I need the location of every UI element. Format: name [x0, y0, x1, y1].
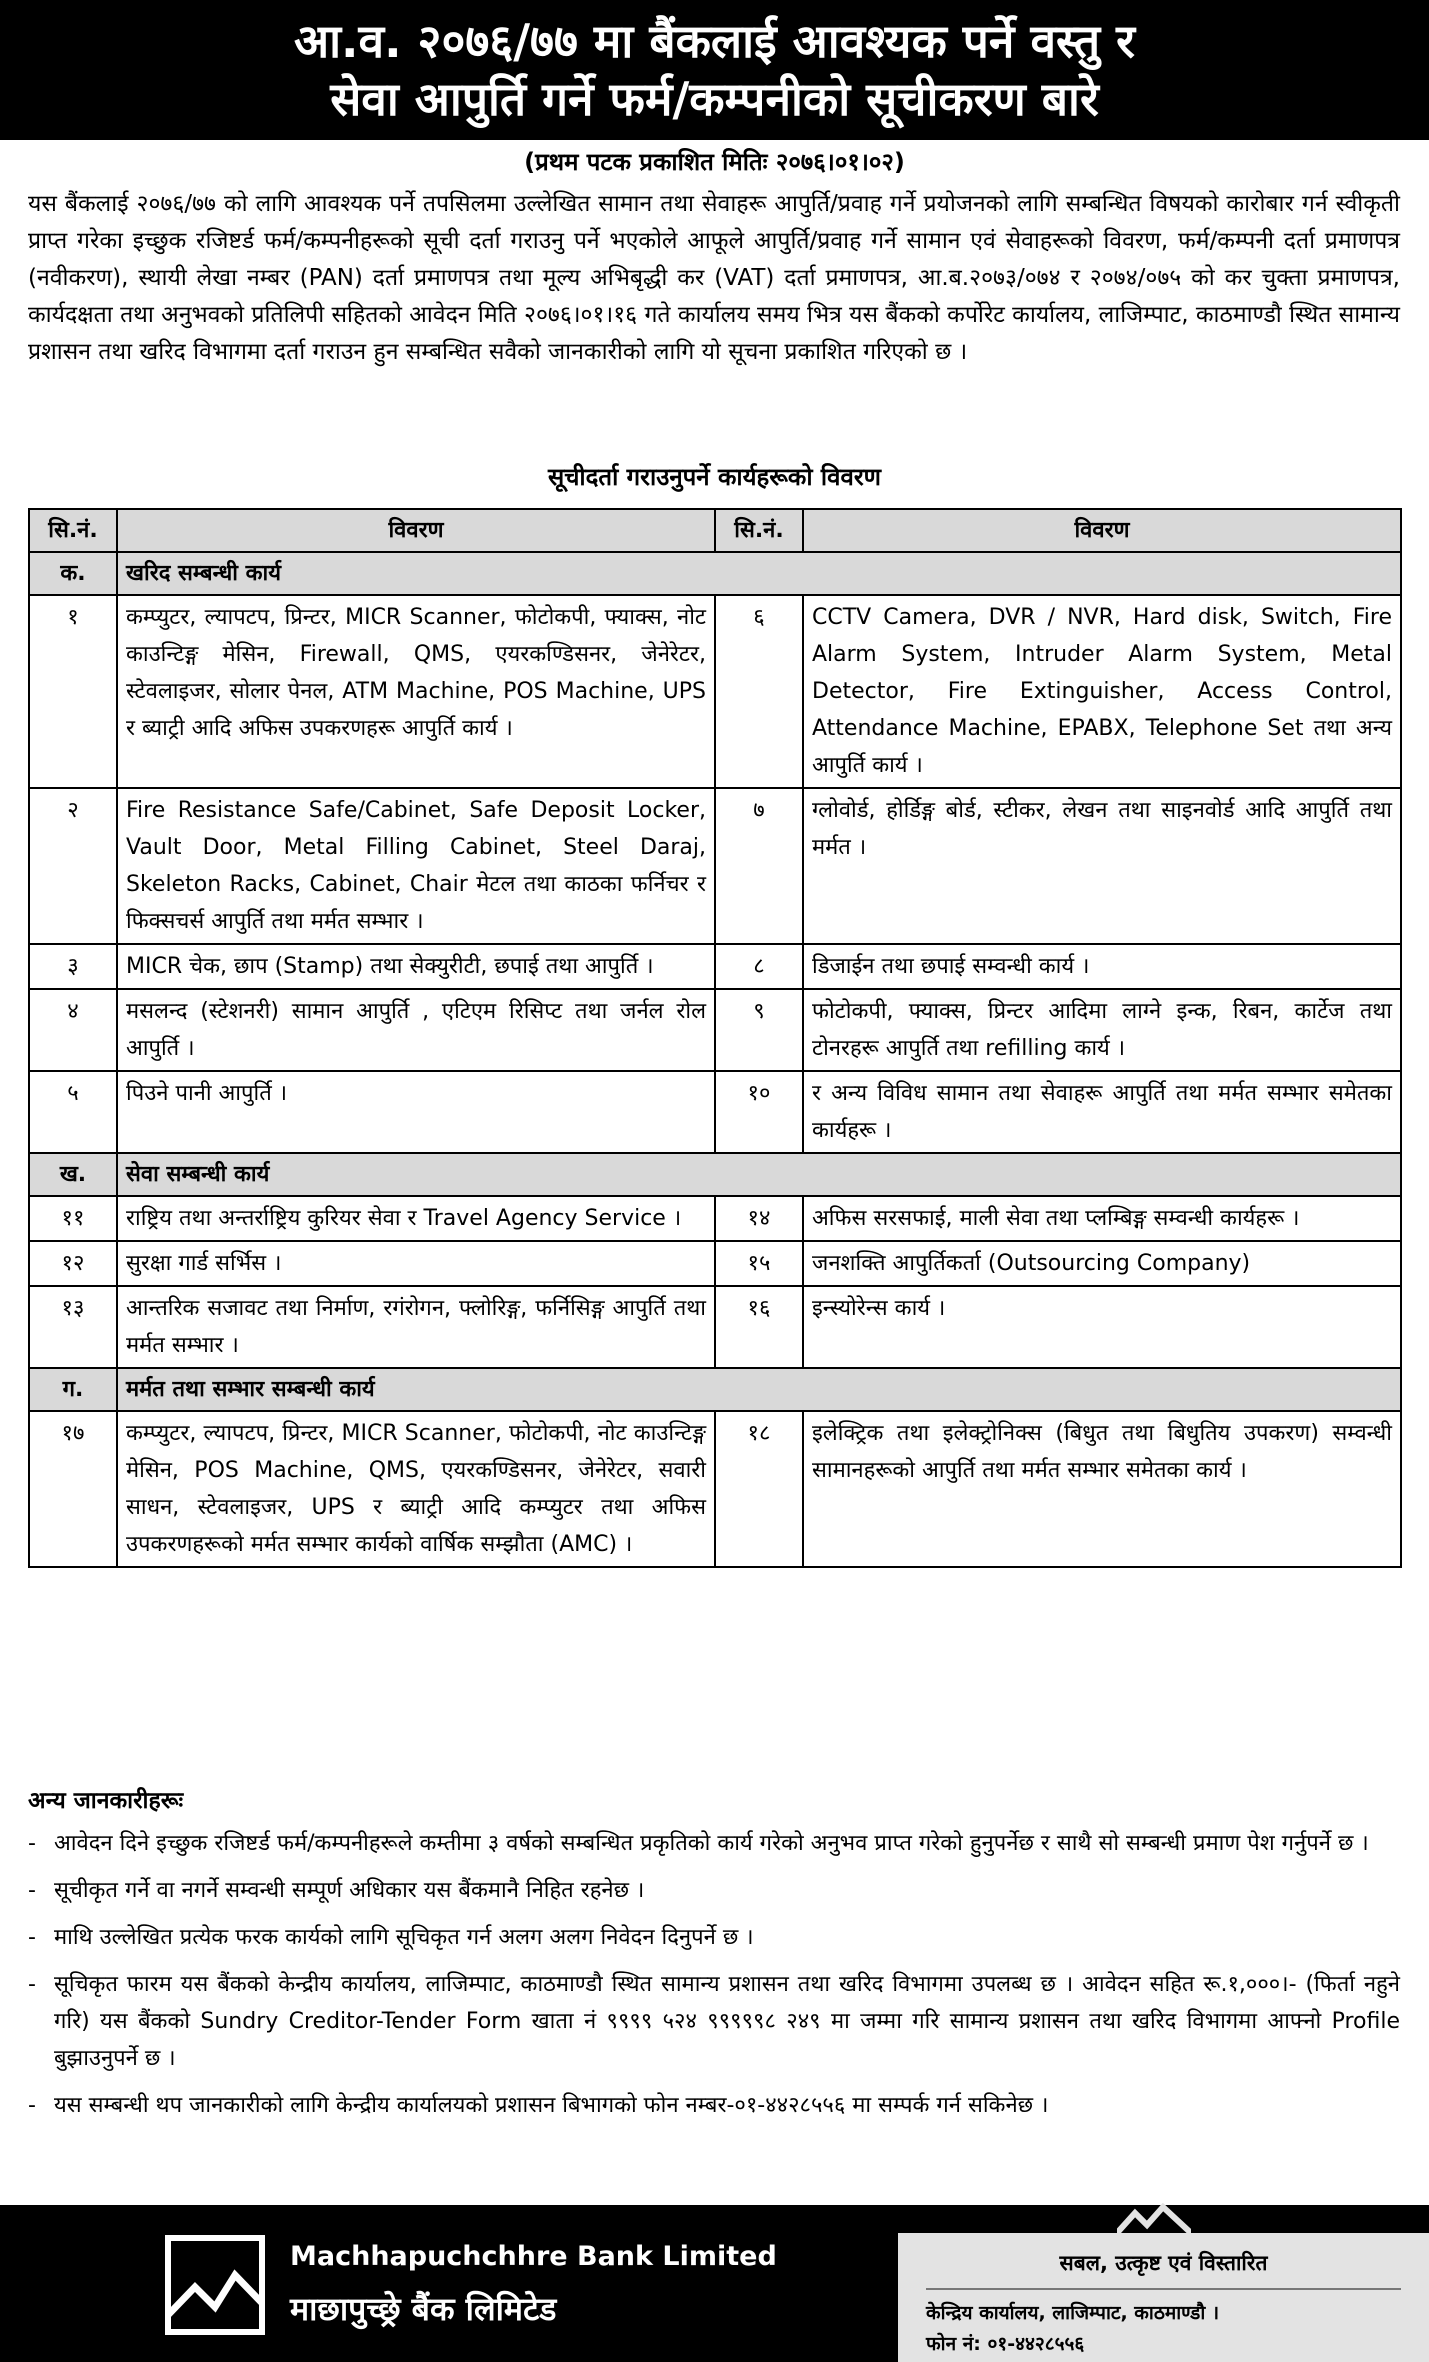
- mountain-peak-icon: [1117, 2203, 1191, 2235]
- header-sn-left: सि.नं.: [29, 509, 117, 552]
- row-desc: ग्लोवोर्ड, होर्डिङ्ग बोर्ड, स्टीकर, लेखन तथा साइनवोर्ड आदि आपुर्ति तथा मर्मत ।: [803, 788, 1401, 944]
- notice-header: [0, 0, 1429, 140]
- row-sn: २: [29, 788, 117, 944]
- table-row: [29, 1071, 1401, 1153]
- row-sn: १०: [715, 1071, 803, 1153]
- row-desc: CCTV Camera, DVR / NVR, Hard disk, Switch, Fire Alarm System, Intruder Alarm System, Metal Detector, Fire Extinguisher, Access Control, Attendance Machine, EPABX, Telephone Set तथा अन्य आपुर्ति कार्य ।: [803, 595, 1401, 788]
- row-desc: र अन्य विविध सामान तथा सेवाहरू आपुर्ति तथा मर्मत सम्भार समेतका कार्यहरू ।: [803, 1071, 1401, 1153]
- row-desc: इन्स्योरेन्स कार्य ।: [803, 1286, 1401, 1368]
- table-row: [29, 595, 1401, 788]
- row-desc: Fire Resistance Safe/Cabinet, Safe Deposit Locker, Vault Door, Metal Filling Cabinet, Steel Daraj, Skeleton Racks, Cabinet, Chair मेटल तथा काठका फर्निचर र फिक्सचर्स आपुर्ति तथा मर्मत सम्भार ।: [117, 788, 715, 944]
- bank-name-english: Machhapuchchhre Bank Limited: [290, 2241, 777, 2272]
- table-header-row: [29, 509, 1401, 552]
- list-item: - माथि उल्लेखित प्रत्येक फरक कार्यको लागि सूचिकृत गर्न अलग अलग निवेदन दिनुपर्ने छ ।: [28, 1919, 1400, 1956]
- section-row-maintenance: [29, 1368, 1401, 1411]
- list-item: - यस सम्बन्धी थप जानकारीको लागि केन्द्रीय कार्यालयको प्रशासन बिभागको फोन नम्बर-०१-४४२८५५६ मा सम्पर्क गर्न सकिनेछ ।: [28, 2087, 1400, 2124]
- section-label: ग.: [29, 1368, 117, 1411]
- row-sn: १८: [715, 1411, 803, 1567]
- list-item: - सूचीकृत गर्ने वा नगर्ने सम्वन्धी सम्पूर्ण अधिकार यस बैंकमानै निहित रहनेछ ।: [28, 1872, 1400, 1909]
- row-sn: १४: [715, 1196, 803, 1241]
- mountain-logo-icon: [165, 2235, 265, 2335]
- row-desc: आन्तरिक सजावट तथा निर्माण, रगंरोगन, फ्लोरिङ्ग, फर्निसिङ्ग आपुर्ति तथा मर्मत सम्भार ।: [117, 1286, 715, 1368]
- row-sn: ५: [29, 1071, 117, 1153]
- table-title: सूचीदर्ता गराउनुपर्ने कार्यहरूको विवरण: [547, 463, 882, 491]
- header-desc-right: विवरण: [803, 509, 1401, 552]
- other-info-list: [28, 1825, 1400, 2134]
- row-desc: डिजाईन तथा छपाई सम्वन्धी कार्य ।: [803, 944, 1401, 989]
- row-desc: इलेक्ट्रिक तथा इलेक्ट्रोनिक्स (बिधुत तथा बिधुतिय उपकरण) सम्वन्धी सामानहरूको आपुर्ति तथा मर्मत सम्भार समेतका कार्य ।: [803, 1411, 1401, 1567]
- publication-date: (प्रथम पटक प्रकाशित मितिः २०७६।०१।०२): [524, 148, 905, 176]
- row-desc: राष्ट्रिय तथा अन्तर्राष्ट्रिय कुरियर सेवा र Travel Agency Service ।: [117, 1196, 715, 1241]
- row-sn: ९: [715, 989, 803, 1071]
- row-sn: १३: [29, 1286, 117, 1368]
- row-sn: १: [29, 595, 117, 788]
- list-item: - सूचिकृत फारम यस बैंकको केन्द्रीय कार्यालय, लाजिम्पाट, काठमाण्डौ स्थित सामान्य प्रशासन तथा खरिद विभागमा उपलब्ध छ । आवेदन सहित रू.१,०००।- (फिर्ता नहुने गरि) यस बैंकको Sundry Creditor-Tender Form खाता नं ९९९९ ५२४ ९९९९९८ २४९ मा जम्मा गरि सामान्य प्रशासन तथा खरिद विभागमा आफ्नो Profile बुझाउनुपर्ने छ ।: [28, 1966, 1400, 2077]
- table-row: [29, 788, 1401, 944]
- office-phone: फोन नं: ०१-४४२८५५६: [926, 2333, 1085, 2355]
- table-row: [29, 1411, 1401, 1567]
- section-title: मर्मत तथा सम्भार सम्बन्धी कार्य: [117, 1368, 1401, 1411]
- divider: [926, 2288, 1401, 2290]
- table-row: [29, 1241, 1401, 1286]
- row-sn: ३: [29, 944, 117, 989]
- section-title: खरिद सम्बन्धी कार्य: [117, 552, 1401, 595]
- header-desc-left: विवरण: [117, 509, 715, 552]
- row-sn: ४: [29, 989, 117, 1071]
- table-row: [29, 989, 1401, 1071]
- office-address: केन्द्रिय कार्यालय, लाजिम्पाट, काठमाण्डौ ।: [926, 2302, 1220, 2324]
- row-desc: फोटोकपी, फ्याक्स, प्रिन्टर आदिमा लाग्ने इन्क, रिबन, कार्टेज तथा टोनरहरू आपुर्ति तथा refilling कार्य ।: [803, 989, 1401, 1071]
- section-label: क.: [29, 552, 117, 595]
- row-sn: १६: [715, 1286, 803, 1368]
- header-sn-right: सि.नं.: [715, 509, 803, 552]
- row-desc: कम्प्युटर, ल्यापटप, प्रिन्टर, MICR Scanner, फोटोकपी, नोट काउन्टिङ्ग मेसिन, POS Machine, QMS, एयरकण्डिसनर, जेनेरेटर, सवारी साधन, स्टेवलाइजर, UPS र ब्याट्री आदि कम्प्युटर तथा अफिस उपकरणहरूको मर्मत सम्भार कार्यको वार्षिक सम्झौता (AMC) ।: [117, 1411, 715, 1567]
- row-desc: मसलन्द (स्टेशनरी) सामान आपुर्ति , एटिएम रिसिप्ट तथा जर्नल रोल आपुर्ति ।: [117, 989, 715, 1071]
- row-desc: कम्प्युटर, ल्यापटप, प्रिन्टर, MICR Scanner, फोटोकपी, फ्याक्स, नोट काउन्टिङ्ग मेसिन, Firewall, QMS, एयरकण्डिसनर, जेनेरेटर, स्टेवलाइजर, सोलार पेनल, ATM Machine, POS Machine, UPS र ब्याट्री आदि अफिस उपकरणहरू आपुर्ति कार्य ।: [117, 595, 715, 788]
- row-desc: जनशक्ति आपुर्तिकर्ता (Outsourcing Company): [803, 1241, 1401, 1286]
- intro-paragraph: यस बैंकलाई २०७६/७७ को लागि आवश्यक पर्ने तपसिलमा उल्लेखित सामान तथा सेवाहरू आपुर्ति/प्रवाह गर्ने प्रयोजनको लागि सम्बन्धित विषयको कारोबार गर्न स्वीकृती प्राप्त गरेका इच्छुक रजिष्टर्ड फर्म/कम्पनीहरूको सूची दर्ता गराउनु पर्ने भएकोले आफूले आपुर्ति/प्रवाह गर्ने सामान एवं सेवाहरूको विवरण, फर्म/कम्पनी दर्ता प्रमाणपत्र (नवीकरण), स्थायी लेखा नम्बर (PAN) दर्ता प्रमाणपत्र तथा मूल्य अभिबृद्धी कर (VAT) दर्ता प्रमाणपत्र, आ.ब.२०७३/०७४ र २०७४/०७५ को कर चुक्ता प्रमाणपत्र, कार्यदक्षता तथा अनुभवको प्रतिलिपी सहितको आवेदन मिति २०७६।०१।१६ गते कार्यालय समय भित्र यस बैंकको कर्पोरेट कार्यालय, लाजिम्पाट, काठमाण्डौ स्थित सामान्य प्रशासन तथा खरिद विभागमा दर्ता गराउन हुन सम्बन्धित सवैको जानकारीको लागि यो सूचना प्रकाशित गरिएको छ ।: [28, 191, 1400, 365]
- header-title-line2: सेवा आपुर्ति गर्ने फर्म/कम्पनीको सूचीकरण बारे: [330, 72, 1099, 126]
- row-desc: MICR चेक, छाप (Stamp) तथा सेक्युरीटी, छपाई तथा आपुर्ति ।: [117, 944, 715, 989]
- row-sn: ७: [715, 788, 803, 944]
- section-row-purchase: [29, 552, 1401, 595]
- row-sn: १२: [29, 1241, 117, 1286]
- row-sn: १७: [29, 1411, 117, 1567]
- section-title: सेवा सम्बन्धी कार्य: [117, 1153, 1401, 1196]
- work-list-table: [28, 508, 1402, 1568]
- row-desc: सुरक्षा गार्ड सर्भिस ।: [117, 1241, 715, 1286]
- row-desc: पिउने पानी आपुर्ति ।: [117, 1071, 715, 1153]
- section-label: ख.: [29, 1153, 117, 1196]
- table-row: [29, 1196, 1401, 1241]
- row-sn: ६: [715, 595, 803, 788]
- bank-name-nepali: माछापुच्छ्रे बैंक लिमिटेड: [290, 2290, 557, 2328]
- row-sn: १५: [715, 1241, 803, 1286]
- section-row-service: [29, 1153, 1401, 1196]
- row-sn: ११: [29, 1196, 117, 1241]
- table-row: [29, 1286, 1401, 1368]
- contact-box: [898, 2233, 1429, 2362]
- row-desc: अफिस सरसफाई, माली सेवा तथा प्लम्बिङ्ग सम्वन्धी कार्यहरू ।: [803, 1196, 1401, 1241]
- row-sn: ८: [715, 944, 803, 989]
- other-info-title: अन्य जानकारीहरूः: [28, 1788, 184, 1814]
- list-item: - आवेदन दिने इच्छुक रजिष्टर्ड फर्म/कम्पनीहरूले कम्तीमा ३ वर्षको सम्बन्धित प्रकृतिको कार्य गरेको अनुभव प्राप्त गरेको हुनुपर्नेछ र साथै सो सम्बन्धी प्रमाण पेश गर्नुपर्ने छ ।: [28, 1825, 1400, 1862]
- header-title-line1: आ.व. २०७६/७७ मा बैंकलाई आवश्यक पर्ने वस्तु र: [294, 14, 1135, 68]
- bank-motto: सबल, उत्कृष्ट एवं विस्तारित: [1059, 2251, 1268, 2275]
- table-row: [29, 944, 1401, 989]
